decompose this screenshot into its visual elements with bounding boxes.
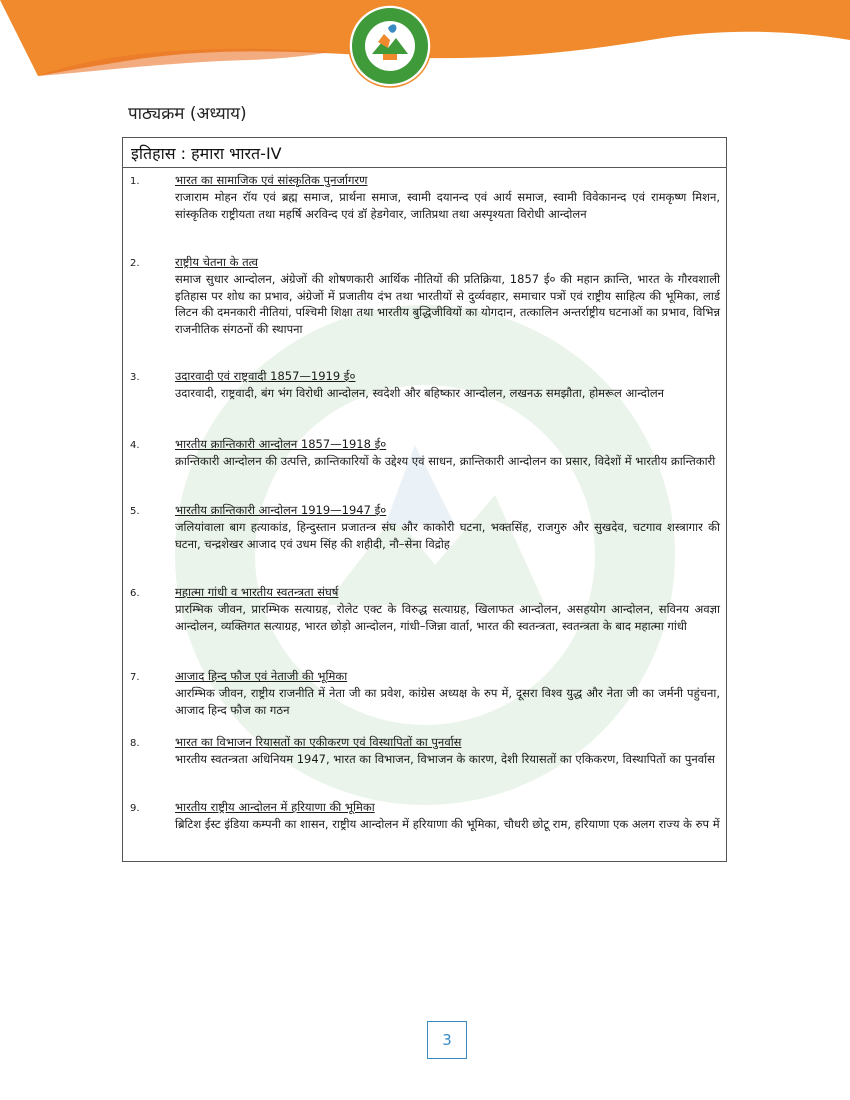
chapter-title: राष्ट्रीय चेतना के तत्व: [175, 255, 259, 269]
chapter-description: भारतीय स्वतन्त्रता अधिनियम 1947, भारत का विभाजन, विभाजन के कारण, देशी रियासतों का एकिकरण, विस्थापितों का पुनर्वास: [175, 752, 715, 766]
chapter-title: आजाद हिन्द फौज एवं नेताजी की भूमिका: [175, 669, 348, 683]
chapter-title: महात्मा गांधी व भारतीय स्वतन्त्रता संघर्ष: [175, 585, 339, 599]
chapter-title: भारत का सामाजिक एवं सांस्कृतिक पुनर्जागरण: [175, 173, 368, 187]
chapter-description: आरम्भिक जीवन, राष्ट्रीय राजनीति में नेता जी का प्रवेश, कांग्रेस अध्यक्ष के रुप में, दूसरा विश्व युद्ध और नेता जी का जर्मनी पहुंचना, आजाद हिन्द फौज का गठन: [175, 686, 720, 717]
syllabus-table: [122, 137, 727, 862]
chapter-number: 5.: [130, 506, 140, 517]
chapter-number: 4.: [130, 440, 140, 451]
chapter-description: उदारवादी, राष्ट्रवादी, बंग भंग विरोधी आन्दोलन, स्वदेशी और बहिष्कार आन्दोलन, लखनऊ समझौता, होमरूल आन्दोलन: [175, 386, 665, 400]
chapter-description: राजाराम मोहन रॉय एवं ब्रह्म समाज, प्रार्थना समाज, स्वामी दयानन्द एवं आर्य समाज, स्वामी विवेकानन्द एवं रामकृष्ण मिशन, सांस्कृतिक राष्ट्रीयता तथा महर्षि अरविन्द एवं डॉ हेडगेवार, जातिप्रथा तथा अस्पृश्यता विरोधी आन्दोलन: [175, 190, 720, 221]
chapter-number: 7.: [130, 672, 140, 683]
chapter-number: 9.: [130, 803, 140, 814]
chapter-number: 1.: [130, 176, 140, 187]
chapter-number: 6.: [130, 588, 140, 599]
chapter-description: क्रान्तिकारी आन्दोलन की उत्पत्ति, क्रान्तिकारियों के उद्देश्य एवं साधन, क्रान्तिकारी आन्दोलन का प्रसार, विदेशों में भारतीय क्रान्तिकारी: [175, 454, 716, 468]
chapter-number: 8.: [130, 738, 140, 749]
chapter-title: भारत का विभाजन रियासतों का एकीकरण एवं विस्थापितों का पुनर्वास: [175, 735, 462, 749]
chapter-description: जलियांवाला बाग हत्याकांड, हिन्दुस्तान प्रजातन्त्र संघ और काकोरी घटना, भक्तसिंह, राजगुरु और सुखदेव, चटगाव शस्त्रागार की घटना, चन्द्रशेखर आजाद एवं उधम सिंह की शहीदी, नौ–सेना विद्रोह: [175, 520, 720, 551]
box-title: इतिहास : हमारा भारत-IV: [123, 138, 726, 168]
chapter-description: प्रारम्भिक जीवन, प्रारम्भिक सत्याग्रह, रोलेट एक्ट के विरुद्ध सत्याग्रह, खिलाफत आन्दोलन, असहयोग आन्दोलन, सविनय अवज्ञा आन्दोलन, व्यक्तिगत सत्याग्रह, भारत छोड़ो आन्दोलन, गांधी–जिन्ना वार्ता, भारत की स्वतन्त्रता, स्वतन्त्रता के बाद महात्मा गांधी: [175, 602, 720, 633]
chapter-title: उदारवादी एवं राष्ट्रवादी 1857—1919 ई०: [175, 369, 356, 383]
chapter-title: भारतीय राष्ट्रीय आन्दोलन में हरियाणा की भूमिका: [175, 800, 375, 814]
chapter-number: 3.: [130, 372, 140, 383]
board-logo: [348, 4, 432, 88]
chapter-title: भारतीय क्रान्तिकारी आन्दोलन 1919—1947 ई०: [175, 503, 387, 517]
chapter-description: समाज सुधार आन्दोलन, अंग्रेजों की शोषणकारी आर्थिक नीतियों की प्रतिक्रिया, 1857 ई० की महान क्रान्ति, भारत के गौरवशाली इतिहास पर शोध का प्रभाव, अंग्रेजों में प्रजातीय दंभ तथा भारतीयों से दुर्व्यवहार, समाचार पत्रों एवं राष्ट्रीय साहित्य की भूमिका, लार्ड लिटन की दमनकारी नीतियां, पश्चिमी शिक्षा तथा भारतीय बुद्धिजीवियों का योगदान, तत्कालिन अन्तर्राष्ट्रीय घटनाओं का प्रभाव, विभिन्न राजनीतिक संगठनों की स्थापना: [175, 272, 720, 336]
page-number: 3: [427, 1021, 467, 1059]
chapter-description: ब्रिटिश ईस्ट इंडिया कम्पनी का शासन, राष्ट्रीय आन्दोलन में हरियाणा की भूमिका, चौधरी छोटू राम, हरियाणा एक अलग राज्य के रुप में: [175, 817, 720, 831]
page-heading: पाठ्यक्रम (अध्याय): [128, 104, 247, 124]
chapter-title: भारतीय क्रान्तिकारी आन्दोलन 1857—1918 ई०: [175, 437, 387, 451]
chapter-number: 2.: [130, 258, 140, 269]
